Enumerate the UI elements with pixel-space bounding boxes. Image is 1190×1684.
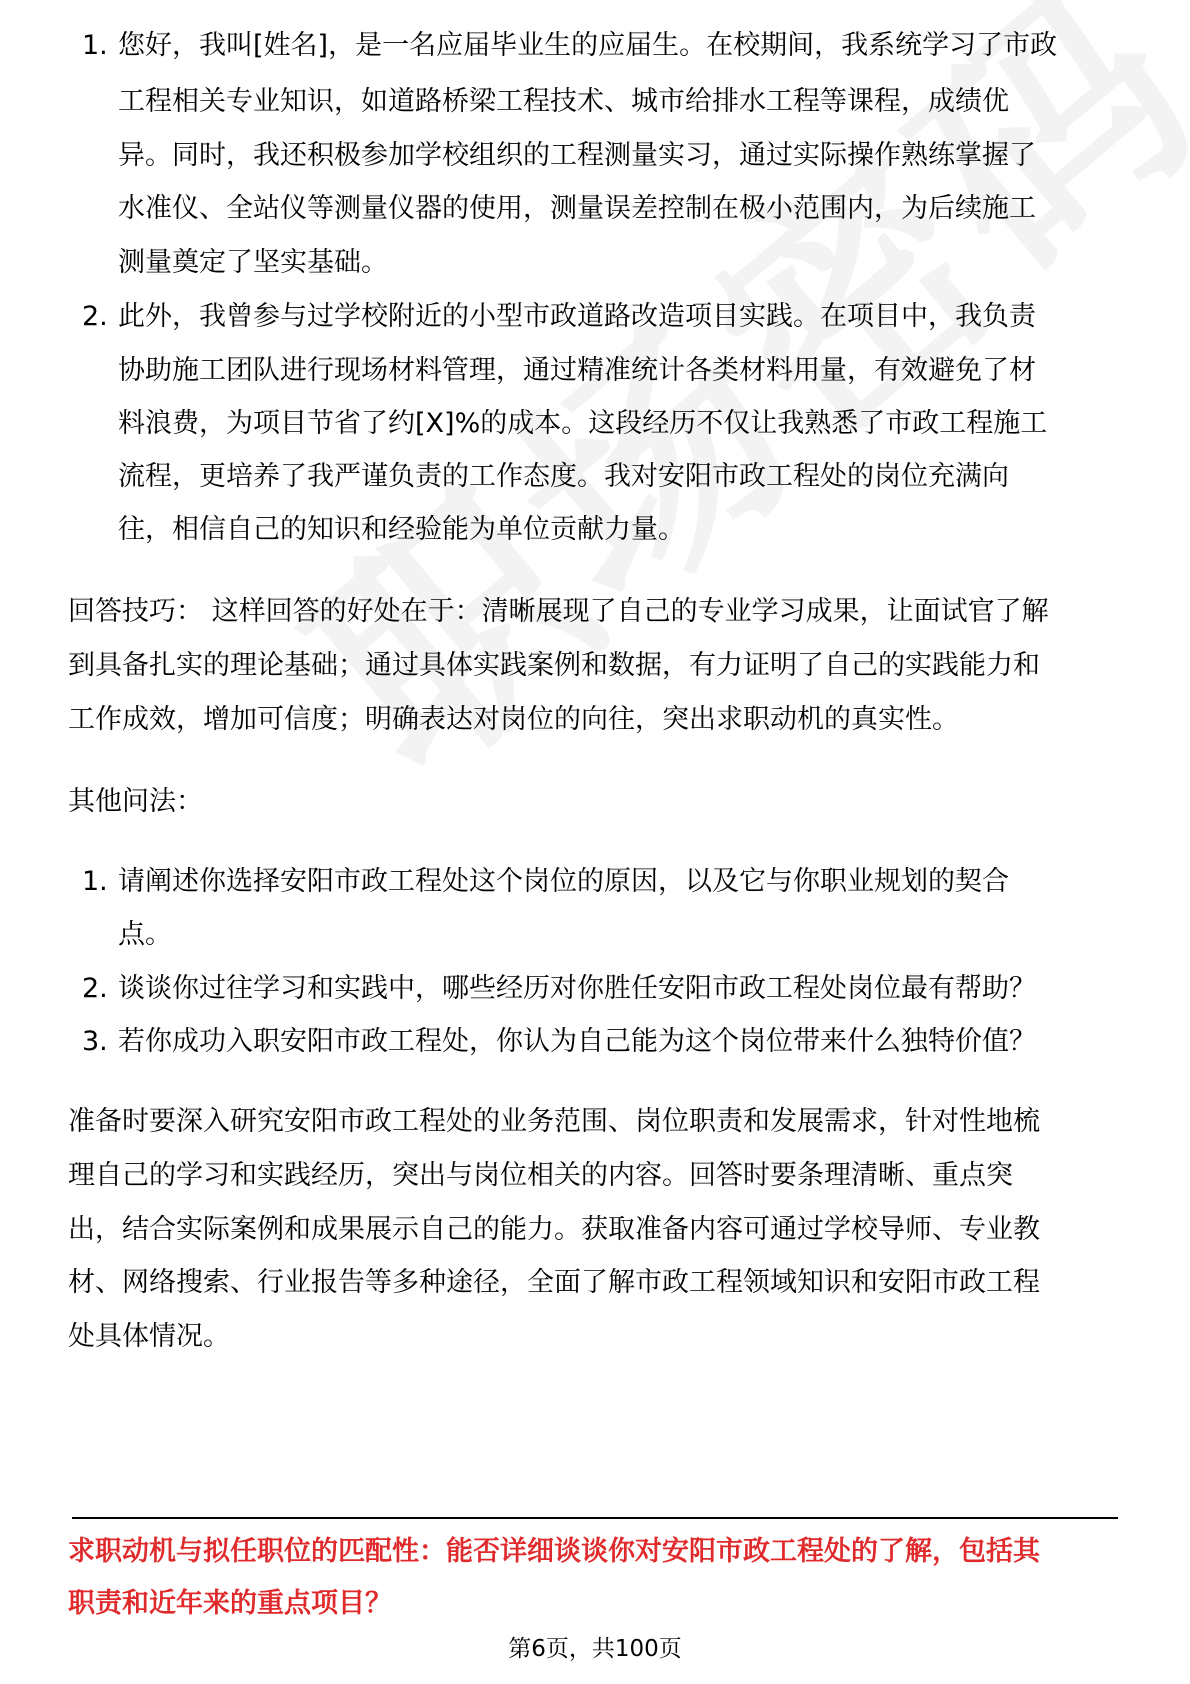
list-item-number: 2. (82, 973, 108, 1004)
list-item-line: 水准仪、全站仪等测量仪器的使用，测量误差控制在极小范围内，为后续施工 (118, 193, 1036, 224)
page-number: 第6页，共100页 (508, 1636, 682, 1662)
preparation-line: 准备时要深入研究安阳市政工程处的业务范围、岗位职责和发展需求，针对性地梳 (68, 1106, 1040, 1137)
list-item-line: 此外，我曾参与过学校附近的小型市政道路改造项目实践。在项目中，我负责 (118, 301, 1036, 332)
preparation-line: 处具体情况。 (68, 1321, 230, 1352)
section-divider (72, 1517, 1118, 1519)
list-item-line: 往，相信自己的知识和经验能为单位贡献力量。 (118, 514, 685, 545)
list-item-line: 料浪费，为项目节省了约[X]%的成本。这段经历不仅让我熟悉了市政工程施工 (118, 408, 1048, 439)
tips-line: 工作成效，增加可信度；明确表达对岗位的向往，突出求职动机的真实性。 (68, 704, 959, 735)
list-item-line: 协助施工团队进行现场材料管理，通过精准统计各类材料用量，有效避免了材 (118, 355, 1036, 386)
next-question-line: 求职动机与拟任职位的匹配性：能否详细谈谈你对安阳市政工程处的了解，包括其 (68, 1536, 1040, 1567)
list-item-number: 2. (82, 301, 108, 332)
list-item-number: 1. (82, 30, 108, 61)
preparation-line: 材、网络搜索、行业报告等多种途径，全面了解市政工程领域知识和安阳市政工程 (68, 1267, 1040, 1298)
preparation-line: 理自己的学习和实践经历，突出与岗位相关的内容。回答时要条理清晰、重点突 (68, 1160, 1013, 1191)
list-item-line: 若你成功入职安阳市政工程处，你认为自己能为这个岗位带来什么独特价值？ (118, 1026, 1036, 1057)
preparation-line: 出，结合实际案例和成果展示自己的能力。获取准备内容可通过学校导师、专业教 (68, 1214, 1040, 1245)
list-item-number: 3. (82, 1026, 108, 1057)
other-questions-heading: 其他问法： (68, 786, 203, 817)
list-item-line: 请阐述你选择安阳市政工程处这个岗位的原因，以及它与你职业规划的契合 (118, 866, 1009, 897)
list-item-line: 谈谈你过往学习和实践中，哪些经历对你胜任安阳市政工程处岗位最有帮助？ (118, 973, 1036, 1004)
list-item-line: 流程，更培养了我严谨负责的工作态度。我对安阳市政工程处的岗位充满向 (118, 461, 1009, 492)
list-item-number: 1. (82, 866, 108, 897)
list-item-line: 异。同时，我还积极参加学校组织的工程测量实习，通过实际操作熟练掌握了 (118, 140, 1036, 171)
tips-line: 到具备扎实的理论基础；通过具体实践案例和数据，有力证明了自己的实践能力和 (68, 650, 1040, 681)
list-item-line: 测量奠定了坚实基础。 (118, 247, 388, 278)
next-question-line: 职责和近年来的重点项目？ (68, 1588, 392, 1619)
list-item-line: 点。 (118, 919, 172, 950)
list-item-line: 您好，我叫[姓名]，是一名应届毕业生的应届生。在校期间，我系统学习了市政 (118, 30, 1058, 61)
tips-line: 回答技巧： 这样回答的好处在于：清晰展现了自己的专业学习成果，让面试官了解 (68, 596, 1049, 627)
list-item-line: 工程相关专业知识，如道路桥梁工程技术、城市给排水工程等课程，成绩优 (118, 86, 1009, 117)
